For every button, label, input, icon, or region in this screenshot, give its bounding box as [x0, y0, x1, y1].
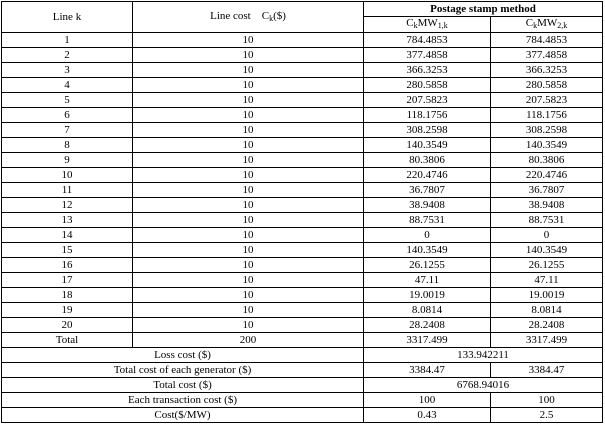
table-row — [2, 48, 603, 63]
line-cost-cell: 10 — [133, 213, 364, 228]
line-k-cell: 12 — [2, 198, 133, 213]
table-row — [2, 318, 603, 333]
line-cost-cell: 10 — [133, 138, 364, 153]
transaction-cost-gen2: 100 — [491, 393, 603, 408]
gen2-value-cell: 28.2408 — [491, 318, 603, 333]
gen2-value-cell: 26.1255 — [491, 258, 603, 273]
gen1-value-cell: 88.7531 — [364, 213, 491, 228]
line-cost-cell: 10 — [133, 183, 364, 198]
cost-per-mw-label: Cost($/MW) — [2, 408, 364, 423]
line-cost-cell: 10 — [133, 198, 364, 213]
gen1-value-cell: 280.5858 — [364, 78, 491, 93]
line-k-cell: 3 — [2, 63, 133, 78]
gen1-k-subscript: k — [413, 21, 418, 30]
line-k-cell: 14 — [2, 228, 133, 243]
total-cost-cell: 200 — [133, 333, 364, 348]
total-gen1-cell: 3317.499 — [364, 333, 491, 348]
table-row — [2, 63, 603, 78]
gen2-value-cell: 118.1756 — [491, 108, 603, 123]
table-row — [2, 198, 603, 213]
line-cost-cell: 10 — [133, 228, 364, 243]
line-k-cell: 6 — [2, 108, 133, 123]
line-k-cell: 17 — [2, 273, 133, 288]
gen1-value-cell: 140.3549 — [364, 138, 491, 153]
table-row — [2, 243, 603, 258]
line-cost-unit: ($) — [273, 9, 286, 22]
gen1-value-cell: 8.0814 — [364, 303, 491, 318]
line-k-cell: 8 — [2, 138, 133, 153]
summary-body — [2, 333, 603, 423]
gen2-subscript: 2,k — [557, 21, 568, 30]
line-cost-cell: 10 — [133, 48, 364, 63]
total-label: Total — [2, 333, 133, 348]
gen2-value-cell: 207.5823 — [491, 93, 603, 108]
table-row — [2, 153, 603, 168]
table-row — [2, 33, 603, 48]
line-cost-header — [133, 2, 364, 33]
line-cost-cell: 10 — [133, 288, 364, 303]
table-row — [2, 123, 603, 138]
line-k-cell: 1 — [2, 33, 133, 48]
table-row — [2, 93, 603, 108]
line-k-cell: 9 — [2, 153, 133, 168]
gen2-value-cell: 47.11 — [491, 273, 603, 288]
total-cost-row — [2, 378, 603, 393]
cost-per-mw-row — [2, 408, 603, 423]
gen2-value-cell: 784.4853 — [491, 33, 603, 48]
gen1-value-cell: 36.7807 — [364, 183, 491, 198]
table-row — [2, 258, 603, 273]
line-cost-cell: 10 — [133, 108, 364, 123]
gen2-value-cell: 220.4746 — [491, 168, 603, 183]
line-k-cell: 20 — [2, 318, 133, 333]
gen1-value-cell: 140.3549 — [364, 243, 491, 258]
line-k-header: Line k — [2, 2, 133, 33]
table-body — [2, 2, 603, 33]
gen1-value-cell: 366.3253 — [364, 63, 491, 78]
gen1-value-cell: 377.4858 — [364, 48, 491, 63]
gen2-value-cell: 80.3806 — [491, 153, 603, 168]
line-cost-cell: 10 — [133, 78, 364, 93]
line-k-cell: 13 — [2, 213, 133, 228]
gen2-value-cell: 280.5858 — [491, 78, 603, 93]
generator-cost-gen1: 3384.47 — [364, 363, 491, 378]
table-row — [2, 228, 603, 243]
gen2-value-cell: 140.3549 — [491, 243, 603, 258]
header-row-1 — [2, 2, 603, 17]
gen2-value-cell: 8.0814 — [491, 303, 603, 318]
gen2-value-cell: 0 — [491, 228, 603, 243]
line-cost-cell: 10 — [133, 63, 364, 78]
gen1-value-cell: 118.1756 — [364, 108, 491, 123]
gen2-c: C — [525, 17, 534, 29]
line-cost-cell: 10 — [133, 318, 364, 333]
generator-cost-gen2: 3384.47 — [491, 363, 603, 378]
gen2-value-cell: 140.3549 — [491, 138, 603, 153]
table-row — [2, 213, 603, 228]
method-header: Postage stamp method — [364, 2, 603, 17]
total-row — [2, 333, 603, 348]
table-row — [2, 138, 603, 153]
line-k-cell: 4 — [2, 78, 133, 93]
transaction-cost-row — [2, 393, 603, 408]
gen1-c: C — [406, 17, 414, 29]
gen1-value-cell: 26.1255 — [364, 258, 491, 273]
line-cost-label: Line cost — [210, 9, 251, 22]
gen2-mw: MW — [537, 17, 558, 29]
line-k-cell: 19 — [2, 303, 133, 318]
gen2-value-cell: 308.2598 — [491, 123, 603, 138]
transaction-cost-label: Each transaction cost ($) — [2, 393, 364, 408]
gen1-value-cell: 784.4853 — [364, 33, 491, 48]
gen1-value-cell: 220.4746 — [364, 168, 491, 183]
line-k-cell: 10 — [2, 168, 133, 183]
gen1-value-cell: 28.2408 — [364, 318, 491, 333]
line-cost-cell: 10 — [133, 243, 364, 258]
line-k-cell: 7 — [2, 123, 133, 138]
line-cost-subscript: k — [269, 13, 274, 23]
table-row — [2, 168, 603, 183]
table-row — [2, 303, 603, 318]
line-cost-cell: 10 — [133, 93, 364, 108]
gen1-mw: MW — [417, 17, 438, 29]
table-container — [1, 1, 603, 423]
line-k-cell: 11 — [2, 183, 133, 198]
gen2-value-cell: 19.0019 — [491, 288, 603, 303]
loss-cost-label: Loss cost ($) — [2, 348, 364, 363]
line-cost-cell: 10 — [133, 273, 364, 288]
gen2-k-subscript: k — [533, 21, 538, 30]
total-cost-value: 6768.94016 — [364, 378, 603, 393]
gen1-subscript: 1,k — [437, 21, 448, 30]
table-row — [2, 273, 603, 288]
gen2-value-cell: 366.3253 — [491, 63, 603, 78]
generator-cost-label: Total cost of each generator ($) — [2, 363, 364, 378]
generator-cost-row — [2, 363, 603, 378]
gen2-value-cell: 38.9408 — [491, 198, 603, 213]
table-row — [2, 183, 603, 198]
gen2-value-cell: 377.4858 — [491, 48, 603, 63]
line-cost-cell: 10 — [133, 303, 364, 318]
loss-cost-value: 133.942211 — [364, 348, 603, 363]
gen1-value-cell: 38.9408 — [364, 198, 491, 213]
line-cost-cell: 10 — [133, 123, 364, 138]
postage-stamp-table — [1, 1, 603, 423]
total-cost-label: Total cost ($) — [2, 378, 364, 393]
line-cost-cell: 10 — [133, 33, 364, 48]
gen1-header — [364, 17, 491, 33]
line-cost-cell: 10 — [133, 258, 364, 273]
line-cost-cell: 10 — [133, 153, 364, 168]
table-row — [2, 78, 603, 93]
line-k-cell: 15 — [2, 243, 133, 258]
table-row — [2, 108, 603, 123]
line-k-cell: 16 — [2, 258, 133, 273]
transaction-cost-gen1: 100 — [364, 393, 491, 408]
gen2-value-cell: 36.7807 — [491, 183, 603, 198]
line-cost-symbol: C — [261, 9, 270, 22]
gen1-value-cell: 47.11 — [364, 273, 491, 288]
line-k-cell: 2 — [2, 48, 133, 63]
table-row — [2, 288, 603, 303]
gen1-value-cell: 0 — [364, 228, 491, 243]
line-k-cell: 18 — [2, 288, 133, 303]
cost-per-mw-gen1: 0.43 — [364, 408, 491, 423]
loss-cost-row — [2, 348, 603, 363]
gen1-value-cell: 207.5823 — [364, 93, 491, 108]
data-rows — [2, 33, 603, 333]
line-k-cell: 5 — [2, 93, 133, 108]
gen1-value-cell: 19.0019 — [364, 288, 491, 303]
line-cost-cell: 10 — [133, 168, 364, 183]
gen2-header — [491, 17, 603, 33]
gen1-value-cell: 80.3806 — [364, 153, 491, 168]
total-gen2-cell: 3317.499 — [491, 333, 603, 348]
gen2-value-cell: 88.7531 — [491, 213, 603, 228]
gen1-value-cell: 308.2598 — [364, 123, 491, 138]
cost-per-mw-gen2: 2.5 — [491, 408, 603, 423]
